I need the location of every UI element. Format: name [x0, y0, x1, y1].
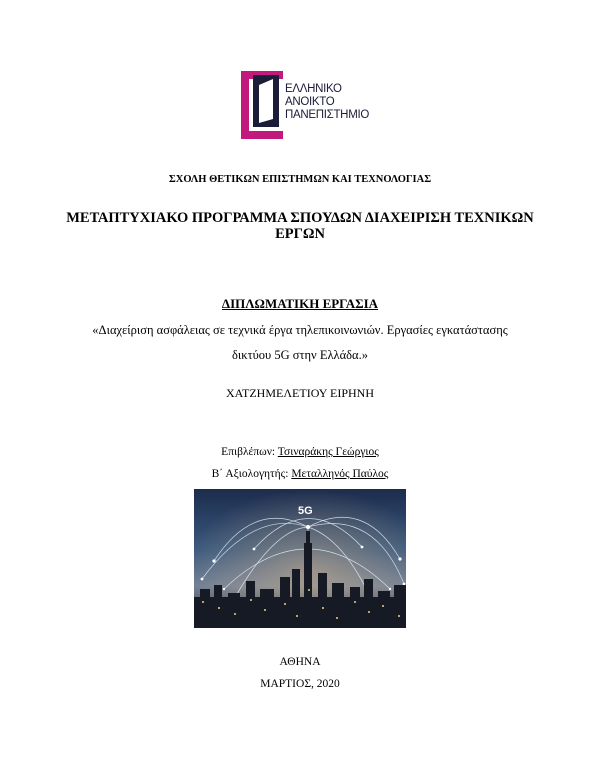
logo-line-3: ΠΑΝΕΠΙΣΤΗΜΙΟ: [285, 109, 370, 121]
supervisor-line: [0, 446, 600, 458]
supervisor-name: Τσιναράκης Γεώργιος: [277, 446, 379, 458]
logo-emblem-icon: [239, 69, 285, 141]
reviewer-line: [0, 468, 600, 480]
thesis-title: [0, 318, 600, 368]
program-title-line-1: ΜΕΤΑΠΤΥΧΙΑΚΟ ΠΡΟΓΡΑΜΜΑ ΣΠΟΥΔΩΝ ΔΙΑΧΕΙΡΙΣΗ ΤΕΧΝΙΚΩΝ: [66, 210, 534, 226]
supervisor-label: Επιβλέπων:: [221, 446, 276, 458]
program-title-line-2: ΕΡΓΩΝ: [275, 226, 325, 242]
university-logo: [239, 69, 369, 141]
date: ΜΑΡΤΙΟΣ, 2020: [260, 678, 340, 690]
image-5g-badge: 5G: [298, 505, 313, 517]
thesis-title-line-1: «Διαχείριση ασφάλειας σε τεχνικά έργα τηλεπικοινωνιών. Εργασίες εγκατάστασης: [92, 323, 508, 337]
reviewer-label: Β΄ Αξιολογητής:: [211, 468, 289, 480]
thesis-title-line-2: δικτύου 5G στην Ελλάδα.»: [232, 348, 368, 362]
thesis-label: ΔΙΠΛΩΜΑΤΙΚΗ ΕΡΓΑΣΙΑ: [221, 296, 379, 311]
logo-wordmark: [285, 83, 369, 122]
logo-line-2: ΑΝΟΙΚΤΟ: [285, 96, 335, 108]
program-title: [0, 210, 600, 242]
logo-line-1: ΕΛΛΗΝΙΚΟ: [285, 83, 342, 95]
cover-image-5g-city: [194, 489, 406, 628]
school-name: ΣΧΟΛΗ ΘΕΤΙΚΩΝ ΕΠΙΣΤΗΜΩΝ ΚΑΙ ΤΕΧΝΟΛΟΓΙΑΣ: [168, 174, 432, 185]
reviewer-name: Μεταλληνός Παύλος: [291, 468, 389, 480]
city: ΑΘΗΝΑ: [279, 656, 321, 668]
author-name: ΧΑΤΖΗΜΕΛΕΤΙΟΥ ΕΙΡΗΝΗ: [226, 386, 374, 400]
